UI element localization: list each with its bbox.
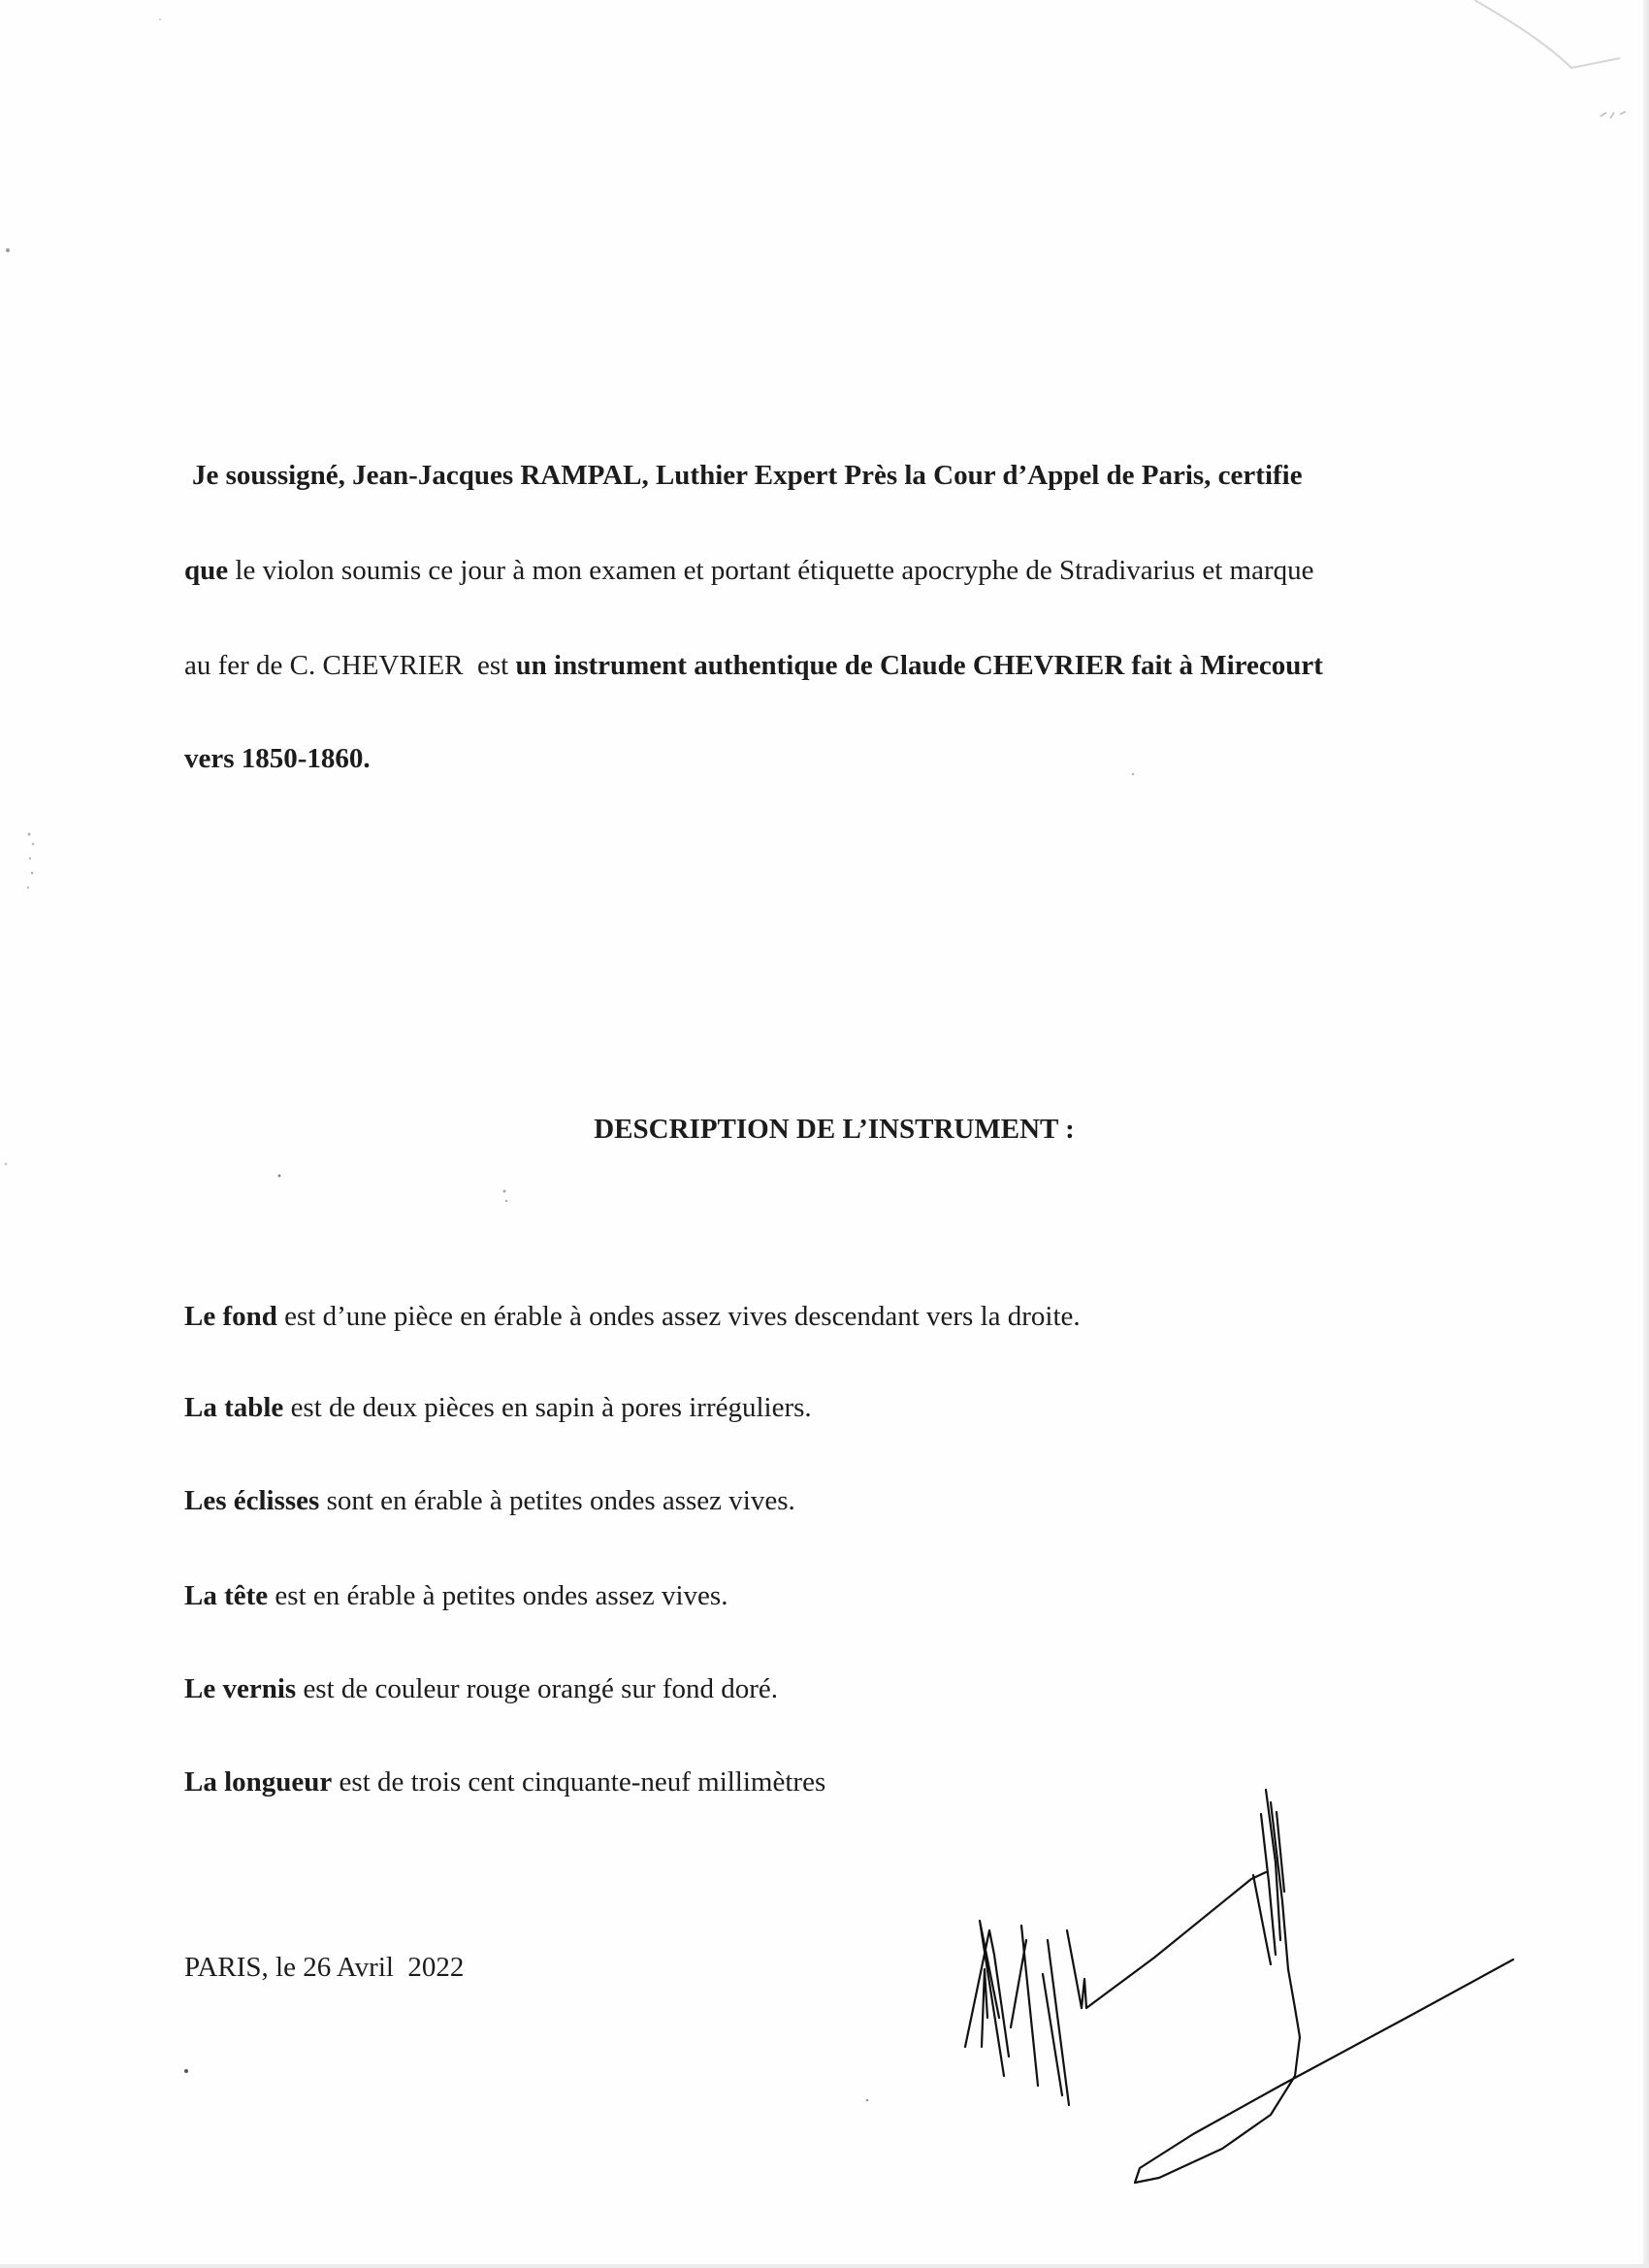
description-item	[184, 1299, 1081, 1334]
item-term: La table	[184, 1392, 284, 1423]
item-text: est de trois cent cinquante-neuf millimètres	[332, 1766, 826, 1798]
brand-mark-text: au fer de C. CHEVRIER est	[184, 650, 516, 681]
item-text: est d’une pièce en érable à ondes assez vives descendant vers la droite.	[276, 1301, 1081, 1332]
certification-line-2	[184, 553, 1314, 588]
item-text: est en érable à petites ondes assez vives.	[268, 1580, 728, 1611]
place-date: PARIS, le 26 Avril 2022	[184, 1952, 465, 1983]
que-keyword: que	[184, 555, 229, 586]
certification-line-4	[184, 741, 371, 776]
description-heading: DESCRIPTION DE L’INSTRUMENT :	[594, 1114, 1075, 1145]
description-item	[184, 1483, 795, 1518]
description-item	[184, 1671, 778, 1706]
item-term: Les éclisses	[184, 1485, 320, 1516]
item-text: est de deux pièces en sapin à pores irréguliers.	[283, 1392, 812, 1423]
description-item	[184, 1765, 825, 1799]
handwritten-signature	[960, 1785, 1523, 2192]
item-term: La tête	[184, 1580, 269, 1611]
item-term: Le fond	[184, 1301, 277, 1332]
item-term: La longueur	[184, 1766, 333, 1798]
description-item	[184, 1390, 812, 1425]
description-item	[184, 1578, 728, 1613]
item-term: Le vernis	[184, 1673, 297, 1704]
certification-line-3	[184, 648, 1323, 683]
page-bottom-edge	[0, 2264, 1649, 2268]
item-text: est de couleur rouge orangé sur fond doré.	[296, 1673, 779, 1704]
authenticity-statement: un instrument authentique de Claude CHEVRIER fait à Mirecourt	[515, 650, 1323, 681]
item-text: sont en érable à petites ondes assez vives.	[319, 1485, 795, 1516]
date-range: vers 1850-1860.	[184, 743, 371, 774]
instrument-label-text: le violon soumis ce jour à mon examen et portant étiquette apocryphe de Stradivarius et marque	[228, 555, 1314, 586]
certifier-statement: Je soussigné, Jean-Jacques RAMPAL, Luthier Expert Près la Cour d’Appel de Paris, certifie	[192, 460, 1303, 491]
certification-line-1	[192, 458, 1303, 493]
